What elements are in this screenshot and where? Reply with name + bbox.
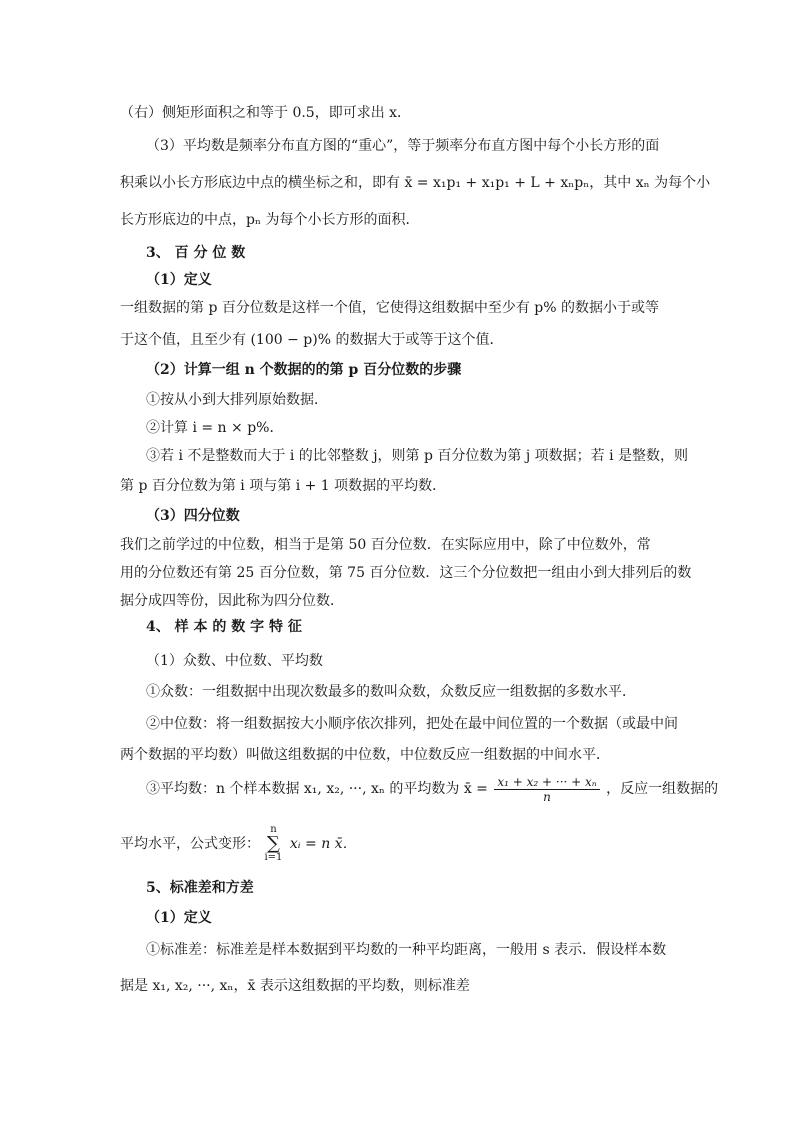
- mean-formula-line: [146, 774, 718, 804]
- sum-formula-body: xᵢ = n x̄．: [289, 836, 357, 852]
- paragraph-line: 据分成四等份，因此称为四分位数．: [120, 593, 344, 609]
- mean-formula-suffix: ，反应一组数据的: [606, 781, 719, 797]
- fraction-denominator: n: [543, 789, 551, 804]
- subheading: （1）定义: [146, 910, 212, 926]
- subheading: （1）定义: [146, 272, 212, 288]
- section-heading-5: 5、标准差和方差: [146, 880, 254, 896]
- paragraph-line: 用的分位数还有第 25 百分位数，第 75 百分位数．这三个分位数把一组由小到大排列后的数: [120, 565, 692, 581]
- paragraph-line: 我们之前学过的中位数，相当于是第 50 百分位数．在实际应用中，除了中位数外，常: [120, 537, 651, 553]
- paragraph-line: （右）侧矩形面积之和等于 0.5，即可求出 x．: [120, 105, 412, 121]
- paragraph-line: ①众数：一组数据中出现次数最多的数叫众数，众数反应一组数据的多数水平．: [146, 684, 636, 700]
- subheading: （3）四分位数: [146, 508, 240, 524]
- section-heading-3: 3、 百 分 位 数: [146, 245, 246, 261]
- paragraph-line: 据是 x₁, x₂, ···, xₙ，x̄ 表示这组数据的平均数，则标准差: [120, 978, 470, 994]
- mean-fraction: [494, 775, 599, 804]
- paragraph-line: （3）平均数是频率分布直方图的“重心”，等于频率分布直方图中每个小长方形的面: [146, 138, 660, 154]
- paragraph-line: 于这个值，且至少有 (100 − p)% 的数据大于或等于这个值．: [120, 332, 504, 348]
- sum-lower-limit: i=1: [264, 852, 283, 863]
- sum-formula-prefix: 平均水平，公式变形：: [120, 836, 260, 852]
- subheading: （2）计算一组 n 个数据的的第 p 百分位数的步骤: [146, 362, 462, 378]
- paragraph-line: 两个数据的平均数）叫做这组数据的中位数，中位数反应一组数据的中间水平．: [120, 747, 610, 763]
- sigma-glyph: ∑: [267, 833, 280, 854]
- step-line: ③若 i 不是整数而大于 i 的比邻整数 j，则第 p 百分位数为第 j 项数据；若 i 是整数，则: [146, 448, 689, 464]
- step-line: ①按从小到大排列原始数据．: [146, 392, 328, 408]
- mean-formula-prefix: ③平均数：n 个样本数据 x₁, x₂, ···, xₙ 的平均数为 x̄ =: [146, 781, 488, 797]
- section-heading-4: 4、 样 本 的 数 字 特 征: [146, 619, 302, 635]
- step-line: 第 p 百分位数为第 i 项与第 i + 1 项数据的平均数．: [120, 478, 447, 494]
- sum-upper-limit: n: [270, 824, 277, 835]
- subheading: （1）众数、中位数、平均数: [146, 653, 323, 669]
- paragraph-line: 长方形底边的中点，pₙ 为每个小长方形的面积．: [120, 212, 420, 228]
- step-line: ②计算 i = n × p%．: [146, 420, 284, 436]
- paragraph-line: 一组数据的第 p 百分位数是这样一个值，它使得这组数据中至少有 p% 的数据小于或等: [120, 300, 660, 316]
- paragraph-line: ①标准差：标准差是样本数据到平均数的一种平均距离，一般用 s 表示．假设样本数: [146, 942, 667, 958]
- fraction-numerator: x₁ + x₂ + ··· + xₙ: [494, 775, 599, 790]
- sum-formula-line: [120, 825, 357, 863]
- summation-symbol: [264, 825, 282, 863]
- paragraph-line: 积乘以小长方形底边中点的横坐标之和，即有 x̄ = x₁p₁ + x₁p₁ + L + xₙpₙ，其中 xₙ 为每个小: [120, 175, 711, 191]
- paragraph-line: ②中位数：将一组数据按大小顺序依次排列，把处在最中间位置的一个数据（或最中间: [146, 716, 678, 732]
